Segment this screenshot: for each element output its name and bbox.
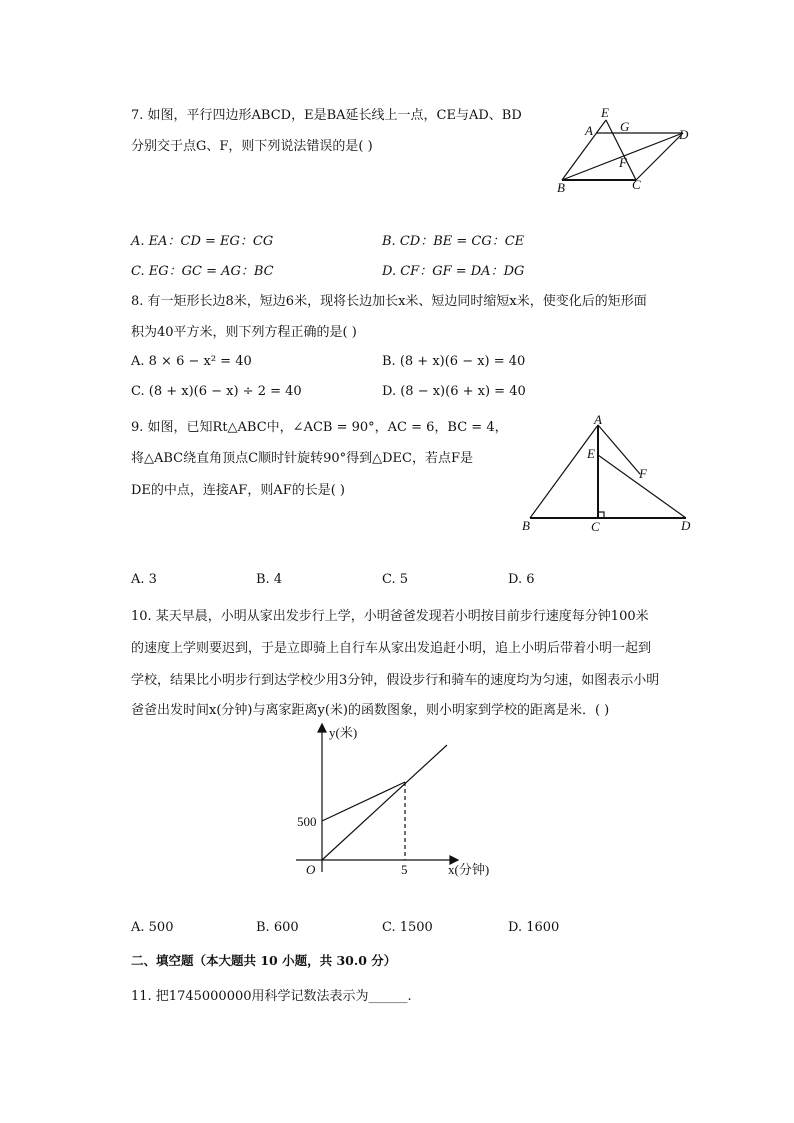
y-tick-500: 500	[297, 814, 317, 829]
label-A: A	[585, 123, 593, 138]
q10-text-1: 10. 某天早晨，小明从家出发步行上学，小明爸爸发现若小明按目前步行速度每分钟100米	[131, 609, 649, 624]
figure-line	[322, 782, 405, 821]
q11-text: 11. 把1745000000用科学记数法表示为______.	[131, 989, 412, 1004]
label-E: E	[601, 105, 609, 120]
figure-line	[322, 745, 447, 860]
q7-text-1: 7. 如图，平行四边形ABCD，E是BA延长线上一点，CE与AD、BD	[131, 108, 522, 123]
q8-text-2: 积为40平方米，则下列方程正确的是( )	[131, 325, 357, 340]
q8-option-a[interactable]: A. 8 × 6 − x² = 40	[131, 354, 252, 369]
label-F: F	[639, 466, 647, 481]
figure-line	[318, 724, 326, 732]
label-C: C	[632, 177, 641, 192]
q10-text-2: 的速度上学则要迟到，于是立即骑上自行车从家出发追赶小明，追上小明后带着小明一起到	[131, 641, 652, 656]
label-F: F	[619, 155, 627, 170]
label-B: B	[557, 180, 565, 195]
q7-option-c[interactable]: C. EG：GC = AG：BC	[131, 264, 274, 279]
label-E: E	[587, 446, 595, 461]
q9-option-d[interactable]: D. 6	[508, 572, 535, 587]
label-D: D	[681, 518, 691, 533]
x-tick-5: 5	[401, 862, 408, 877]
q8-option-b[interactable]: B. (8 + x)(6 − x) = 40	[382, 354, 526, 369]
label-A: A	[594, 412, 602, 427]
section-heading: 二、填空题（本大题共 10 小题，共 30.0 分）	[131, 953, 397, 968]
x-axis-label: x(分钟)	[448, 862, 490, 877]
q9-text-1: 9. 如图，已知Rt△ABC中，∠ACB = 90°，AC = 6，BC = 4，	[131, 420, 508, 435]
q7-option-d[interactable]: D. CF：GF = DA：DG	[382, 264, 525, 279]
q8-text-1: 8. 有一矩形长边8米，短边6米，现将长边加长x米、短边同时缩短x米，使变化后的矩形面	[131, 294, 647, 309]
label-G: G	[620, 119, 630, 134]
q9-text-2: 将△ABC绕直角顶点C顺时针旋转90°得到△DEC，若点F是	[131, 451, 473, 466]
label-C: C	[591, 519, 600, 534]
figure-strokes	[296, 724, 458, 872]
q10-option-a[interactable]: A. 500	[131, 920, 174, 935]
q10-text-3: 学校，结果比小明步行到达学校少用3分钟，假设步行和骑车的速度均为匀速，如图表示小明	[131, 673, 660, 688]
q7-text-2: 分别交于点G、F，则下列说法错误的是( )	[131, 139, 373, 154]
q9-option-a[interactable]: A. 3	[131, 572, 157, 587]
q10-option-d[interactable]: D. 1600	[508, 920, 560, 935]
label-B: B	[522, 518, 530, 533]
q8-option-c[interactable]: C. (8 + x)(6 − x) ÷ 2 = 40	[131, 384, 302, 399]
q8-option-d[interactable]: D. (8 − x)(6 + x) = 40	[382, 384, 526, 399]
q10-text-4: 爸爸出发时间x(分钟)与离家距离y(米)的函数图象，则小明家到学校的距离是米．( )	[131, 703, 610, 718]
q9-option-c[interactable]: C. 5	[382, 572, 409, 587]
q9-option-b[interactable]: B. 4	[256, 572, 283, 587]
q9-text-3: DE的中点，连接AF，则AF的长是( )	[131, 483, 346, 498]
q7-option-b[interactable]: B. CD：BE = CG：CE	[382, 234, 525, 249]
q10-option-b[interactable]: B. 600	[256, 920, 299, 935]
q10-option-c[interactable]: C. 1500	[382, 920, 433, 935]
label-D: D	[679, 127, 689, 142]
q7-option-a[interactable]: A. EA：CD = EG：CG	[131, 234, 274, 249]
y-axis-label: y(米)	[329, 725, 358, 740]
origin-label: O	[306, 862, 316, 877]
